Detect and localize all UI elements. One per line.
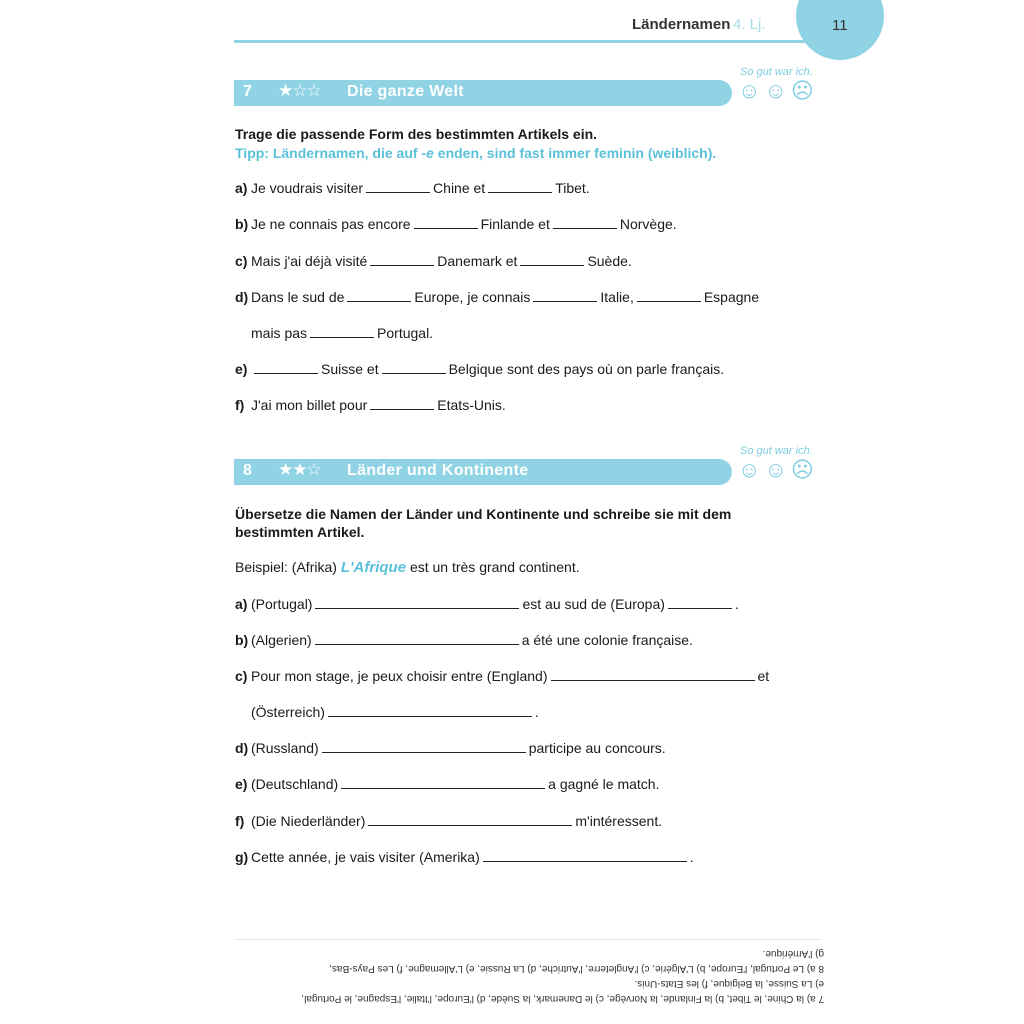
answer-blank[interactable] xyxy=(551,667,755,681)
exercise-item-b: b) (Algerien) a été une colonie française. xyxy=(235,632,693,648)
answer-blank[interactable] xyxy=(347,288,411,302)
exercise-instruction-line-2: bestimmten Artikel. xyxy=(235,524,365,540)
grade-label: 4. Lj. xyxy=(733,16,766,33)
exercise-tip: Tipp: Ländernamen, die auf -e enden, sind fast immer feminin (weiblich). xyxy=(235,145,717,161)
exercise-item-f: f) (Die Niederländer) m'intéressent. xyxy=(235,813,663,829)
exercise-item-d: d) Dans le sud de Europe, je connais Italie, Espagne xyxy=(235,289,760,305)
exercise-number: 7 xyxy=(243,83,252,100)
answer-blank[interactable] xyxy=(370,396,434,410)
solution-line: e) La Suisse, la Belgique, f) les Etats-Unis. xyxy=(634,978,824,989)
answer-blank[interactable] xyxy=(322,739,526,753)
answer-blank[interactable] xyxy=(483,848,687,862)
answer-blank[interactable] xyxy=(368,812,572,826)
exercise-instruction-line-1: Übersetze die Namen der Länder und Kontinente und schreibe sie mit dem xyxy=(235,506,732,522)
exercise-item-c: c) Pour mon stage, je peux choisir entre (England) et xyxy=(235,668,770,684)
answer-blank[interactable] xyxy=(254,360,318,374)
answer-blank[interactable] xyxy=(382,360,446,374)
solutions-upside-down xyxy=(234,946,824,1006)
exercise-item-d: d) (Russland) participe au concours. xyxy=(235,740,666,756)
difficulty-stars: ★☆☆ xyxy=(278,81,321,100)
answer-blank[interactable] xyxy=(520,252,584,266)
answer-blank[interactable] xyxy=(341,775,545,789)
exercise-item-d-continued: mais pas Portugal. xyxy=(251,325,434,341)
answer-blank[interactable] xyxy=(414,215,478,229)
answer-blank[interactable] xyxy=(533,288,597,302)
exercise-instruction: Trage die passende Form des bestimmten Artikels ein. xyxy=(235,126,598,142)
exercise-item-e: e) (Deutschland) a gagné le match. xyxy=(235,776,660,792)
self-rating-smileys-icon[interactable]: ☺☺☹ xyxy=(738,457,818,482)
answer-blank[interactable] xyxy=(668,595,732,609)
answer-blank[interactable] xyxy=(553,215,617,229)
exercise-8-banner xyxy=(234,459,732,485)
exercise-title: Länder und Kontinente xyxy=(347,462,529,479)
answer-blank[interactable] xyxy=(328,703,532,717)
answer-blank[interactable] xyxy=(310,324,374,338)
exercise-item-a: a) (Portugal) est au sud de (Europa) . xyxy=(235,596,739,612)
solution-line: 7 a) la Chine, le Tibet, b) la Finlande, la Norvège, c) le Danemark, la Suède, d) l'Europe, l'Italie, l'Espagne, le Portugal, xyxy=(301,993,824,1004)
exercise-title: Die ganze Welt xyxy=(347,83,464,100)
self-rating-label: So gut war ich. xyxy=(740,66,813,78)
footer-rule xyxy=(234,939,822,940)
answer-blank[interactable] xyxy=(488,179,552,193)
self-rating-label: So gut war ich. xyxy=(740,445,813,457)
solution-line: g) l'Amérique. xyxy=(762,948,824,959)
header-rule xyxy=(234,40,814,43)
answer-blank[interactable] xyxy=(366,179,430,193)
exercise-item-b: b) Je ne connais pas encore Finlande et Norvège. xyxy=(235,216,677,232)
example-answer: L'Afrique xyxy=(340,559,407,576)
difficulty-stars: ★★☆ xyxy=(278,460,321,479)
example-sentence: Beispiel: (Afrika) L'Afrique est un très grand continent. xyxy=(235,559,580,576)
exercise-item-c-continued: (Österreich) . xyxy=(251,704,539,720)
exercise-7-banner xyxy=(234,80,732,106)
exercise-item-e: e) Suisse et Belgique sont des pays où on parle français. xyxy=(235,361,725,377)
solution-line: 8 a) Le Portugal, l'Europe, b) L'Algérie, c) l'Angleterre, l'Autriche, d) La Russie, e) L'Allemagne, f) Les Pays-Bas, xyxy=(329,963,824,974)
answer-blank[interactable] xyxy=(637,288,701,302)
exercise-number: 8 xyxy=(243,462,252,479)
answer-blank[interactable] xyxy=(315,631,519,645)
chapter-title: Ländernamen xyxy=(632,16,731,33)
page-number: 11 xyxy=(832,17,848,34)
exercise-item-f: f) J'ai mon billet pour Etats-Unis. xyxy=(235,397,506,413)
self-rating-smileys-icon[interactable]: ☺☺☹ xyxy=(738,78,818,103)
answer-blank[interactable] xyxy=(370,252,434,266)
exercise-item-g: g) Cette année, je vais visiter (Amerika) . xyxy=(235,849,694,865)
exercise-item-a: a) Je voudrais visiter Chine et Tibet. xyxy=(235,180,590,196)
answer-blank[interactable] xyxy=(315,595,519,609)
exercise-item-c: c) Mais j'ai déjà visité Danemark et Suède. xyxy=(235,253,632,269)
